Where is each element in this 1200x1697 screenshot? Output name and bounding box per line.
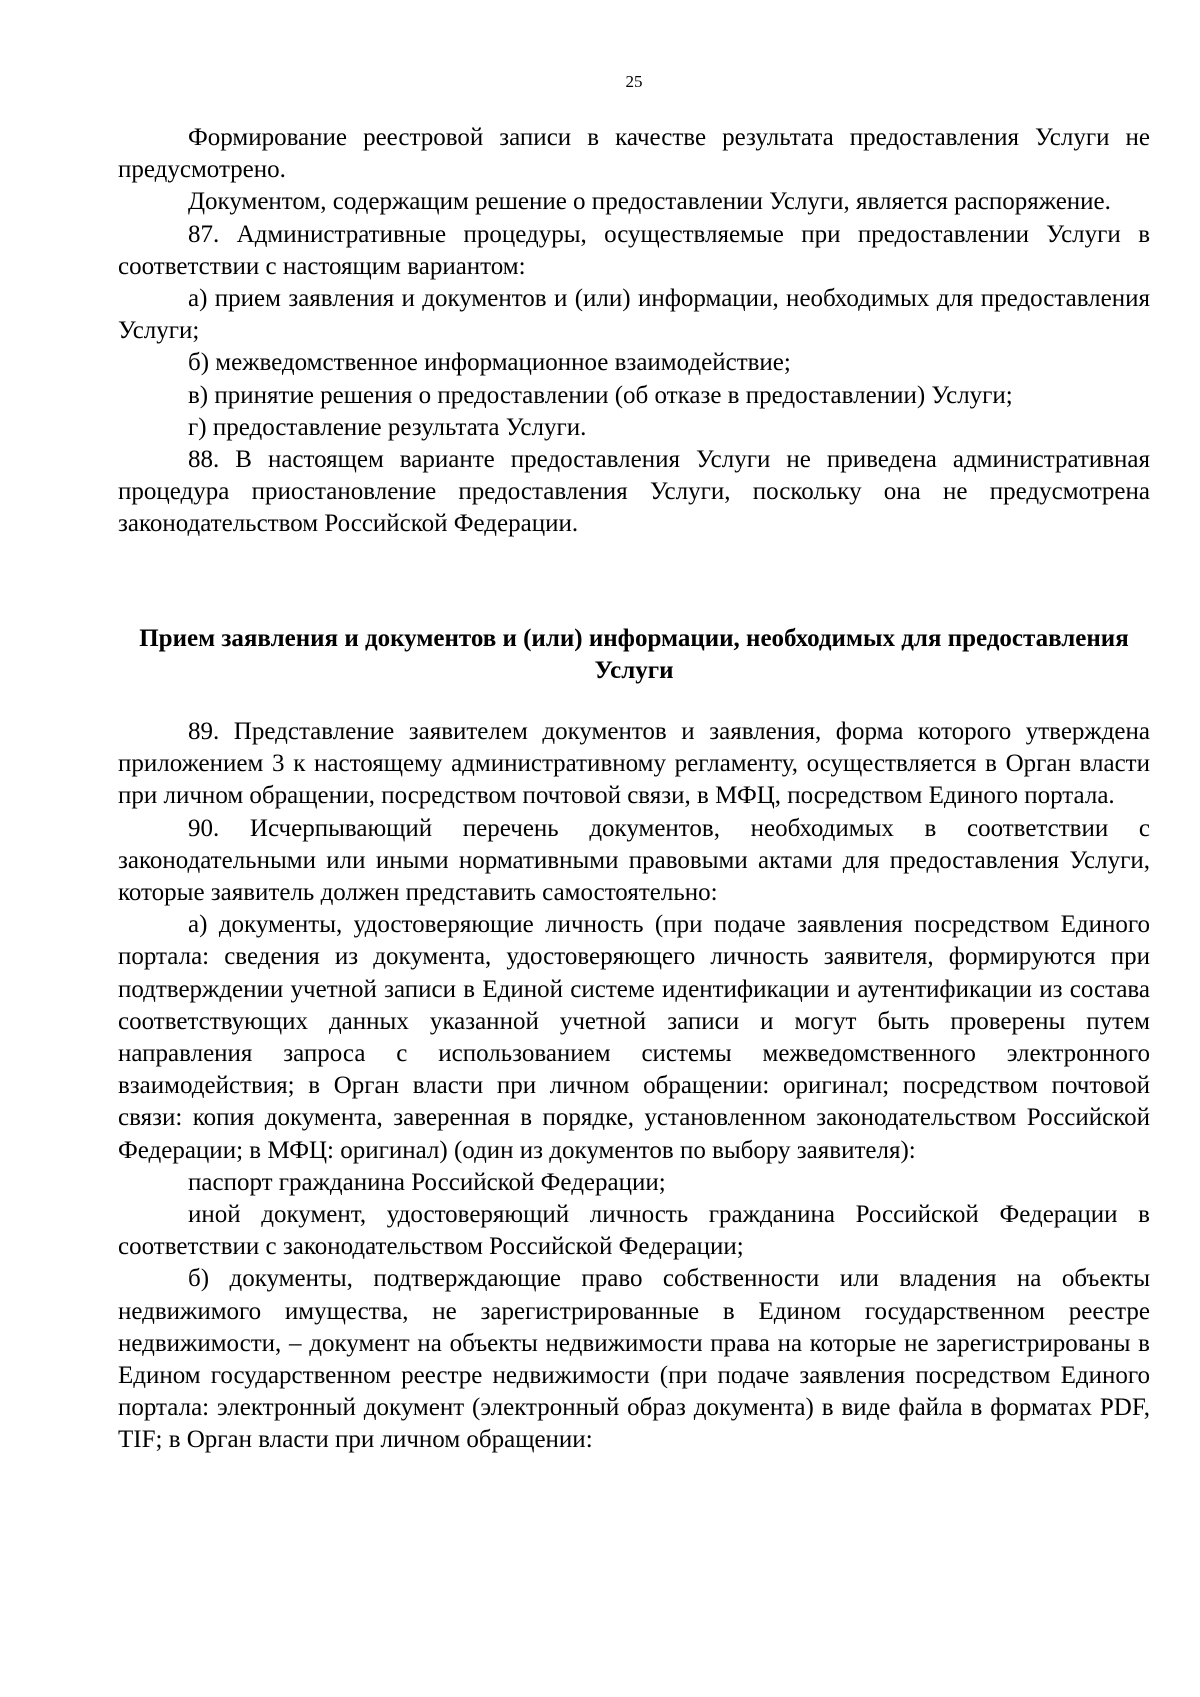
list-item: б) межведомственное информационное взаимодействие; xyxy=(188,349,791,377)
paragraph: 90. Исчерпывающий перечень документов, необходимых в соответствии с законодательными или иными нормативными правовыми актами для предоставления Услуги, которые заявитель должен представить самостоятельно: xyxy=(118,814,1150,907)
paragraph: Формирование реестровой записи в качестве результата предоставления Услуги не предусмотрено. xyxy=(118,124,1150,184)
paragraph: 87. Административные процедуры, осуществляемые при предоставлении Услуги в соответствии с настоящим вариантом: xyxy=(118,220,1150,280)
list-item: г) предоставление результата Услуги. xyxy=(188,413,587,441)
paragraph: 88. В настоящем варианте предоставления Услуги не приведена административная процедура приостановление предоставления Услуги, поскольку она не предусмотрена законодательством Российской Федерации. xyxy=(118,446,1150,538)
list-item: в) принятие решения о предоставлении (об отказе в предоставлении) Услуги; xyxy=(188,381,1013,409)
text-block-middle xyxy=(118,716,1150,1457)
paragraph: 89. Представление заявителем документов и заявления, форма которого утверждена приложением 3 к настоящему административному регламенту, осуществляется в Орган власти при личном обращении, посредством почтовой связи, в МФЦ, посредством Единого портала. xyxy=(118,718,1150,810)
list-item: паспорт гражданина Российской Федерации; xyxy=(188,1168,666,1196)
page-number: 25 xyxy=(625,72,643,91)
list-item: а) документы, удостоверяющие личность (при подаче заявления посредством Единого портала: сведения из документа, удостоверяющего личность заявителя, формируются при подтверждении учетной записи в Единой системе идентификации и аутентификации из состава соответствующих данных указанной учетной записи и могут быть проверены путем направления запроса с использованием системы межведомственного электронного взаимодействия; в Орган власти при личном обращении: оригинал; посредством почтовой связи: копия документа, заверенная в порядке, установленном законодательством Российской Федерации; в МФЦ: оригинал) (один из документов по выбору заявителя): xyxy=(118,911,1150,1164)
text-block-top xyxy=(118,122,1150,541)
list-item: иной документ, удостоверяющий личность гражданина Российской Федерации в соответствии с законодательством Российской Федерации; xyxy=(118,1201,1150,1261)
paragraph: Документом, содержащим решение о предоставлении Услуги, является распоряжение. xyxy=(188,188,1111,216)
list-item: а) прием заявления и документов и (или) информации, необходимых для предоставления Услуги; xyxy=(118,285,1150,345)
list-item: б) документы, подтверждающие право собственности или владения на объекты недвижимого имущества, не зарегистрированные в Едином государственном реестре недвижимости, – документ на объекты недвижимости права на которые не зарегистрированы в Едином государственном реестре недвижимости (при подаче заявления посредством Единого портала: электронный документ (электронный образ документа) в виде файла в форматах PDF, TIF; в Орган власти при личном обращении: xyxy=(118,1265,1150,1454)
section-heading: Прием заявления и документов и (или) информации, необходимых для предоставления Услуги xyxy=(139,625,1129,684)
